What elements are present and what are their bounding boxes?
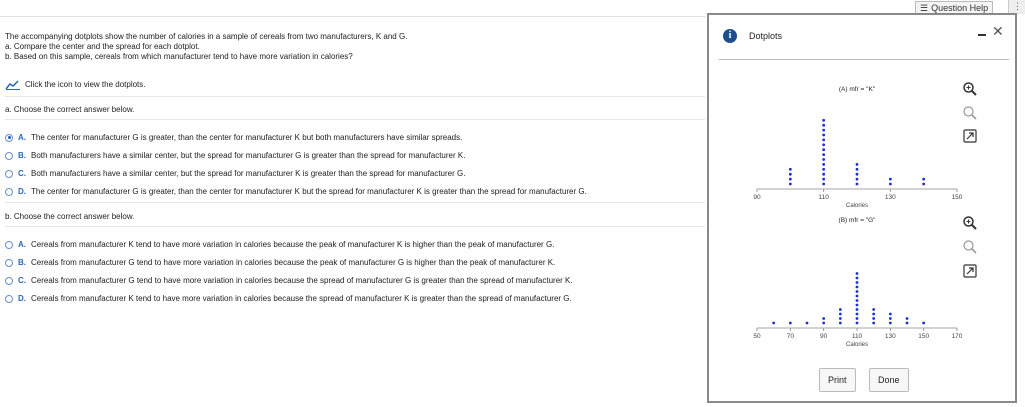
data-point <box>822 183 825 186</box>
view-dotplots-link[interactable] <box>5 79 146 90</box>
part-a-option-a[interactable] <box>5 133 462 142</box>
x-tick-label: 150 <box>918 333 930 340</box>
data-point <box>822 124 825 127</box>
data-point <box>889 178 892 181</box>
x-tick-label: 110 <box>818 194 829 201</box>
data-point <box>789 168 792 171</box>
data-point <box>789 322 792 325</box>
data-point <box>789 183 792 186</box>
x-tick-label: 90 <box>753 194 761 201</box>
data-point <box>772 322 775 325</box>
popout-icon[interactable] <box>962 263 978 279</box>
divider <box>5 119 705 120</box>
dotplot-k <box>709 75 963 225</box>
divider <box>5 202 705 203</box>
data-point <box>872 322 875 325</box>
divider <box>5 96 705 97</box>
data-point <box>906 322 909 325</box>
question-part-b: b. Based on this sample, cereals from which manufacturer tend to have more variation in calories? <box>5 52 353 61</box>
radio-a-c[interactable] <box>5 170 13 178</box>
print-button[interactable]: Print <box>819 368 856 392</box>
data-point <box>822 134 825 137</box>
part-b-option-b[interactable] <box>5 258 555 267</box>
data-point <box>822 178 825 181</box>
part-b-option-c[interactable] <box>5 276 573 285</box>
data-point <box>906 317 909 320</box>
data-point <box>856 173 859 176</box>
plot-title: (B) mfr = "G" <box>838 217 876 224</box>
data-point <box>789 173 792 176</box>
data-point <box>822 322 825 325</box>
data-point <box>922 183 925 186</box>
option-letter: B. <box>18 151 26 160</box>
data-point <box>856 286 859 289</box>
list-icon: ☰ <box>920 2 929 13</box>
option-text: Cereals from manufacturer G tend to have more variation in calories because the peak of manufacturer G is higher than the peak of manufacturer K. <box>31 258 556 267</box>
x-tick-label: 130 <box>884 333 896 340</box>
option-letter: D. <box>18 294 26 303</box>
data-point <box>822 143 825 146</box>
option-text: Cereals from manufacturer K tend to have more variation in calories because the peak of manufacturer K is higher than the peak of manufacturer G. <box>31 240 555 249</box>
minimize-button[interactable] <box>977 29 987 39</box>
part-b-prompt: b. Choose the correct answer below. <box>5 212 135 221</box>
data-point <box>856 313 859 316</box>
data-point <box>822 158 825 161</box>
x-tick-label: 90 <box>820 333 828 340</box>
plot-title: (A) mfr = "K" <box>838 86 876 93</box>
part-b-option-d[interactable] <box>5 294 572 303</box>
radio-b-c[interactable] <box>5 277 13 285</box>
data-point <box>839 322 842 325</box>
zoom-in-icon[interactable] <box>962 215 978 231</box>
data-point <box>822 148 825 151</box>
radio-a-a[interactable] <box>5 134 13 142</box>
divider <box>5 226 705 227</box>
data-point <box>822 153 825 156</box>
part-a-option-d[interactable] <box>5 187 587 196</box>
option-letter: B. <box>18 258 26 267</box>
question-help-label: Question Help <box>931 3 989 13</box>
x-tick-label: 110 <box>851 333 863 340</box>
dotplots-dialog <box>707 13 1017 403</box>
data-point <box>856 272 859 275</box>
x-axis-label: Calories <box>845 203 869 209</box>
x-tick-label: 170 <box>951 333 963 340</box>
data-point <box>839 313 842 316</box>
question-intro: The accompanying dotplots show the number of calories in a sample of cereals from two manufacturers, K and G. <box>5 32 408 41</box>
data-point <box>856 178 859 181</box>
divider <box>719 59 1009 60</box>
part-a-prompt: a. Choose the correct answer below. <box>5 105 135 114</box>
info-icon: i <box>723 29 737 43</box>
zoom-out-icon[interactable] <box>962 105 978 121</box>
option-text: The center for manufacturer G is greater, than the center for manufacturer K but the spread for manufacturer K is greater than the spread for manufacturer G. <box>31 187 587 196</box>
data-point <box>856 163 859 166</box>
data-point <box>872 313 875 316</box>
option-letter: C. <box>18 169 26 178</box>
data-point <box>872 317 875 320</box>
divider <box>0 16 706 17</box>
data-point <box>856 277 859 280</box>
option-letter: D. <box>18 187 26 196</box>
radio-b-b[interactable] <box>5 259 13 267</box>
data-point <box>856 290 859 293</box>
data-point <box>822 317 825 320</box>
data-point <box>889 183 892 186</box>
chart-icon <box>5 79 21 90</box>
top-bar <box>0 0 1024 14</box>
x-tick-label: 50 <box>753 333 761 340</box>
more-icon: ⋮ <box>1013 1 1022 11</box>
option-letter: A. <box>18 240 26 249</box>
part-b-option-a[interactable] <box>5 240 554 249</box>
x-tick-label: 70 <box>786 333 794 340</box>
data-point <box>822 168 825 171</box>
question-part-a: a. Compare the center and the spread for each dotplot. <box>5 42 200 51</box>
data-point <box>922 322 925 325</box>
dialog-header <box>709 15 1015 57</box>
data-point <box>822 163 825 166</box>
x-tick-label: 150 <box>951 194 963 201</box>
data-point <box>822 139 825 142</box>
x-axis-label: Calories <box>845 342 869 348</box>
data-point <box>856 317 859 320</box>
view-dotplots-label: Click the icon to view the dotplots. <box>25 80 146 89</box>
data-point <box>856 183 859 186</box>
option-text: Both manufacturers have a similar center, but the spread for manufacturer G is greater than the spread for manufacturer K. <box>31 151 466 160</box>
data-point <box>889 317 892 320</box>
data-point <box>856 295 859 298</box>
dialog-title: Dotplots <box>749 31 783 41</box>
data-point <box>839 308 842 311</box>
data-point <box>872 308 875 311</box>
data-point <box>922 178 925 181</box>
data-point <box>822 119 825 122</box>
zoom-out-icon[interactable] <box>962 239 978 255</box>
option-text: Cereals from manufacturer G tend to have more variation in calories because the spread of manufacturer G is greater than the spread of manufacturer K. <box>31 276 573 285</box>
data-point <box>822 173 825 176</box>
dotplot-g <box>709 210 971 350</box>
data-point <box>889 322 892 325</box>
data-point <box>856 308 859 311</box>
close-button[interactable]: ✕ <box>992 23 1004 39</box>
top-right-control[interactable] <box>1008 0 1025 14</box>
option-letter: C. <box>18 276 26 285</box>
option-text: Both manufacturers have a similar center, but the spread for manufacturer K is greater than the spread for manufacturer G. <box>31 169 466 178</box>
radio-b-a[interactable] <box>5 241 13 249</box>
part-a-option-c[interactable] <box>5 169 465 178</box>
radio-a-d[interactable] <box>5 188 13 196</box>
x-tick-label: 130 <box>884 194 896 201</box>
data-point <box>856 304 859 307</box>
data-point <box>856 281 859 284</box>
option-text: Cereals from manufacturer K tend to have more variation in calories because the spread of manufacturer K is greater than the spread of manufacturer G. <box>31 294 572 303</box>
data-point <box>856 299 859 302</box>
data-point <box>806 322 809 325</box>
radio-a-b[interactable] <box>5 152 13 160</box>
done-button[interactable]: Done <box>869 368 909 392</box>
radio-b-d[interactable] <box>5 295 13 303</box>
data-point <box>789 178 792 181</box>
data-point <box>889 313 892 316</box>
zoom-in-icon[interactable] <box>962 81 978 97</box>
data-point <box>839 317 842 320</box>
data-point <box>856 168 859 171</box>
popout-icon[interactable] <box>962 128 978 144</box>
data-point <box>856 322 859 325</box>
part-a-option-b[interactable] <box>5 151 465 160</box>
option-letter: A. <box>18 133 26 142</box>
data-point <box>822 129 825 132</box>
option-text: The center for manufacturer G is greater, than the center for manufacturer K but both manufacturers have similar spreads. <box>31 133 463 142</box>
